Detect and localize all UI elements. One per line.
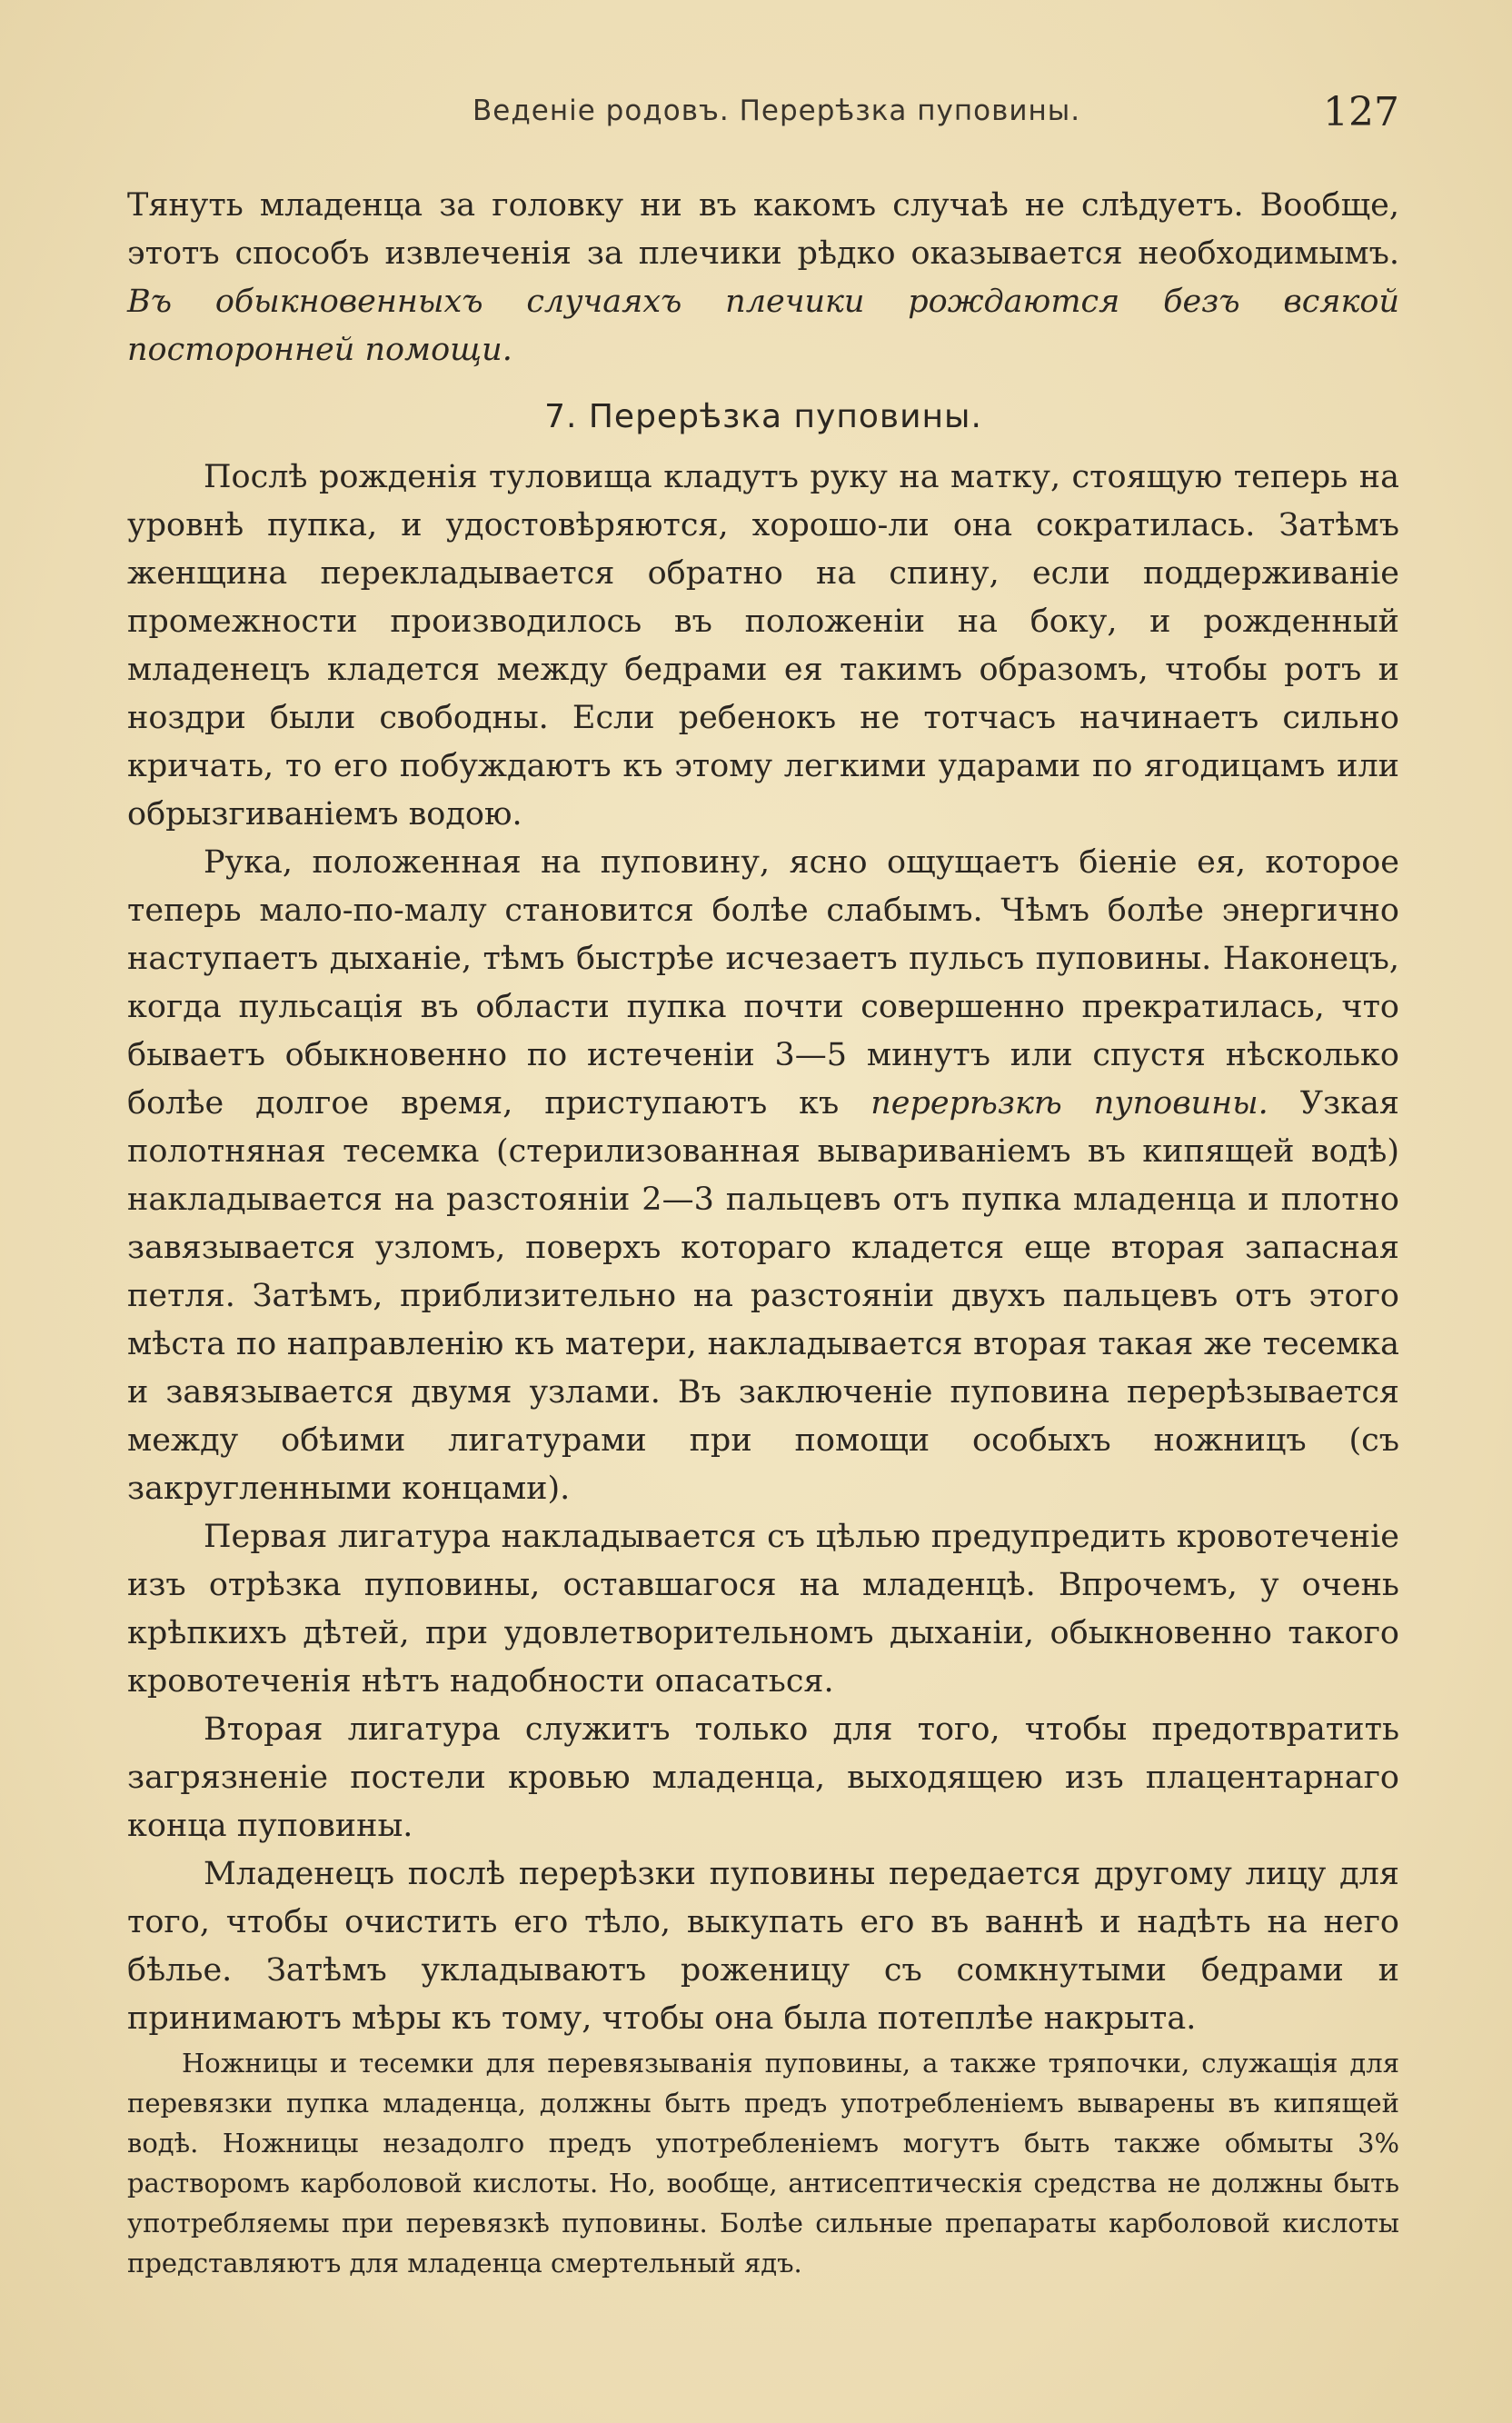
- paragraph-3: [127, 839, 1399, 1513]
- paragraph-5: Вторая лигатура служитъ только для того, чтобы предотвратить загрязненіе постели кровью младенца, выходящею изъ плацентарнаго конца пуповины.: [127, 1711, 1399, 1844]
- paragraph-2: Послѣ рожденія туловища кладутъ руку на матку, стоящую теперь на уровнѣ пупка, и удостовѣряются, хорошо-ли она сократилась. Затѣмъ женщина перекладывается обратно на спину, если поддерживаніе промежности производилось въ положеніи на боку, и рожденный младенецъ кладется между бедрами ея такимъ образомъ, чтобы ротъ и ноздри были свободны. Если ребенокъ не тотчасъ начинаетъ сильно кричать, то его побуждаютъ къ этому легкими ударами по ягодицамъ или обрызгиваніемъ водою.: [127, 459, 1399, 833]
- paragraph-3-text-start: Рука, положенная на пуповину, ясно ощущаетъ біеніе ея, которое теперь мало-по-малу становится болѣе слабымъ. Чѣмъ болѣе энергично наступаетъ дыханіе, тѣмъ быстрѣе исчезаетъ пульсъ пуповины. Наконецъ, когда пульсація въ области пупка почти совершенно прекратилась, что бываетъ обыкновенно по истеченіи 3—5 минутъ или спустя нѣсколько болѣе долгое время, приступаютъ къ: [127, 844, 1399, 1122]
- paragraph-1-emphasis: Въ обыкновенныхъ случаяхъ плечики рождаются безъ всякой посторонней помощи.: [127, 284, 1399, 368]
- page-body: [127, 182, 1399, 2283]
- paragraph-1-text: Тянуть младенца за головку ни въ какомъ случаѣ не слѣдуетъ. Вообще, этотъ способъ извлеченія за плечики рѣдко оказывается необходимымъ.: [127, 187, 1399, 272]
- running-head: Веденіе родовъ. Перерѣзка пуповины.: [472, 95, 1081, 127]
- paragraph-3-text-end: Узкая полотняная тесемка (стерилизованная вывариваніемъ въ кипящей водѣ) накладывается на разстояніи 2—3 пальцевъ отъ пупка младенца и плотно завязывается узломъ, поверхъ котораго кладется еще вторая запасная петля. Затѣмъ, приблизительно на разстояніи двухъ пальцевъ отъ этого мѣста по направленію къ матери, накладывается вторая такая же тесемка и завязывается двумя узлами. Въ заключеніе пуповина перерѣзывается между обѣими лигатурами при помощи особыхъ ножницъ (съ закругленными концами).: [127, 1085, 1399, 1507]
- section-title: 7. Перерѣзка пуповины.: [544, 398, 982, 435]
- paragraph-4: Первая лигатура накладывается съ цѣлью предупредить кровотеченіе изъ отрѣзка пуповины, оставшагося на младенцѣ. Впрочемъ, у очень крѣпкихъ дѣтей, при удовлетворительномъ дыханіи, обыкновенно такого кровотеченія нѣтъ надобности опасаться.: [127, 1519, 1399, 1700]
- paragraph-6: Младенецъ послѣ перерѣзки пуповины передается другому лицу для того, чтобы очистить его тѣло, выкупать его въ ваннѣ и надѣть на него бѣлье. Затѣмъ укладываютъ роженицу съ сомкнутыми бедрами и принимаютъ мѣры къ тому, чтобы она была потеплѣе накрыта.: [127, 1856, 1399, 2037]
- paragraph-3-emphasis: перерѣзкѣ пуповины.: [870, 1085, 1268, 1122]
- page-number: 127: [1323, 89, 1399, 135]
- footnote: Ножницы и тесемки для перевязыванія пуповины, а также тряпочки, служащія для перевязки пупка младенца, должны быть предъ употребленіемъ выварены въ кипящей водѣ. Ножницы незадолго предъ употребленіемъ могутъ быть также обмыты 3% растворомъ карболовой кислоты. Но, вообще, антисептическія средства не должны быть употребляемы при перевязкѣ пуповины. Болѣе сильные препараты карболовой кислоты представляютъ для младенца смертельный ядъ.: [127, 2048, 1399, 2278]
- paragraph-1: [127, 182, 1399, 374]
- page-header: [127, 89, 1399, 149]
